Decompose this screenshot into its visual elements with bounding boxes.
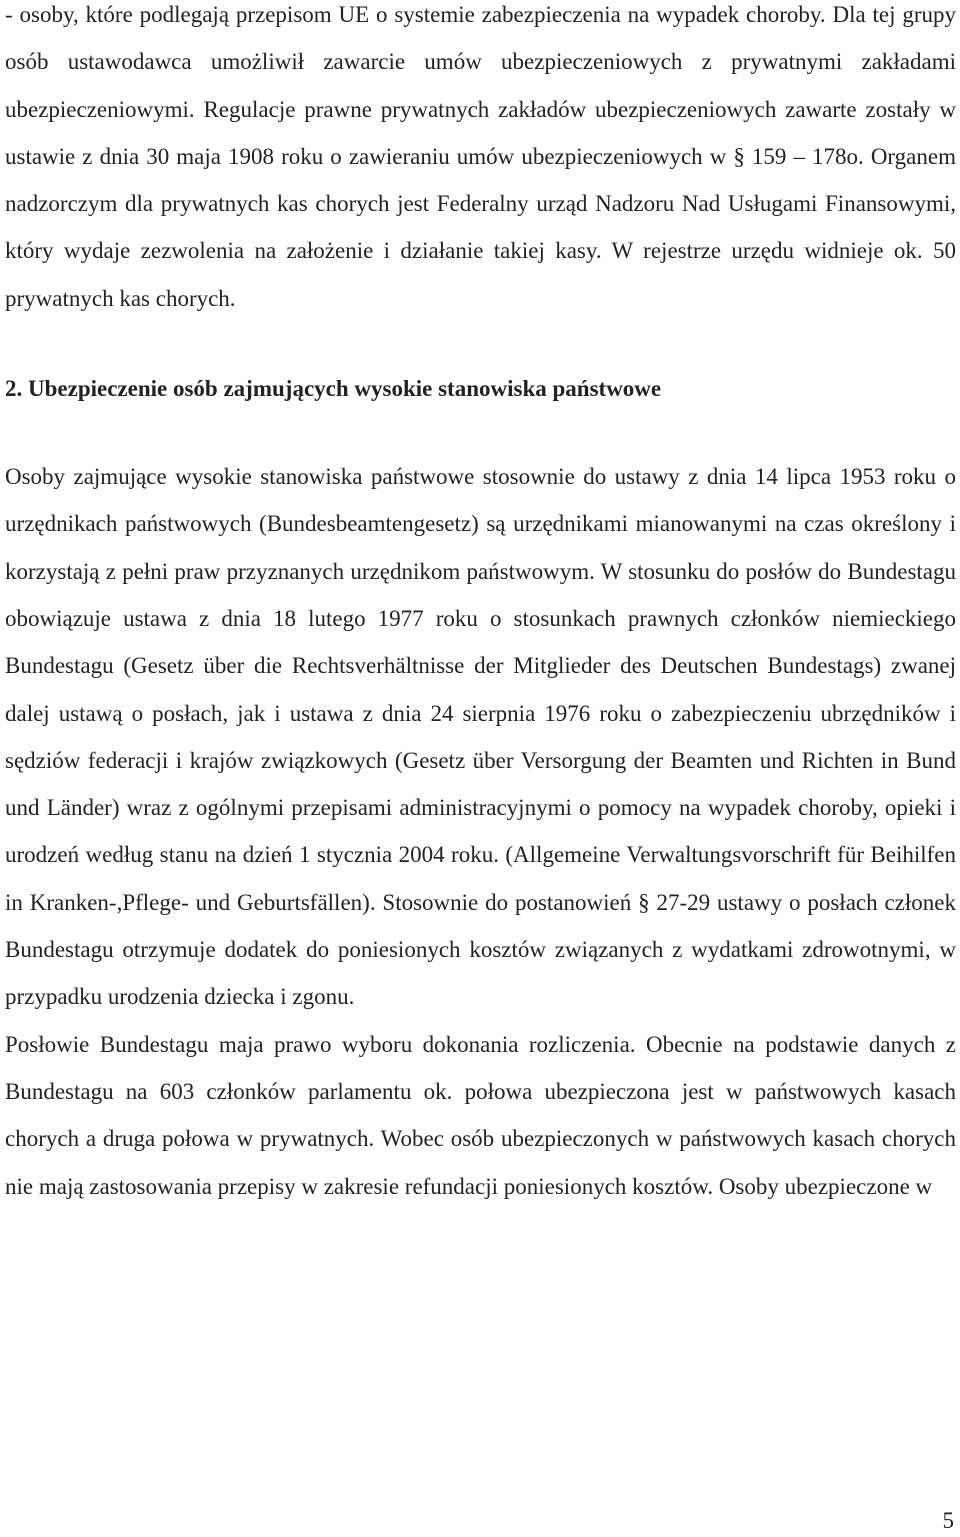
page-number: 5 (942, 1508, 954, 1533)
document-page (5, 0, 956, 1210)
paragraph-private-insurance: - osoby, które podlegają przepisom UE o systemie zabezpieczenia na wypadek choroby. Dla tej grupy osób ustawodawca umożliwił zawarcie umów ubezpieczeniowych z prywatnymi zakładami ubezpieczeniowymi. Regulacje prawne prywatnych zakładów ubezpieczeniowych zawarte zostały w ustawie z dnia 30 maja 1908 roku o zawieraniu umów ubezpieczeniowych w § 159 – 178o. Organem nadzorczym dla prywatnych kas chorych jest Federalny urząd Nadzoru Nad Usługami Finansowymi, który wydaje zezwolenia na założenie i działanie takiej kasy. W rejestrze urzędu widnieje ok. 50 prywatnych kas chorych. (5, 2, 956, 311)
paragraph-bundestag-members: Posłowie Bundestagu maja prawo wyboru dokonania rozliczenia. Obecnie na podstawie danych z Bundestagu na 603 członków parlamentu ok. połowa ubezpieczona jest w państwowych kasach chorych a druga połowa w prywatnych. Wobec osób ubezpieczonych w państwowych kasach chorych nie mają zastosowania przepisy w zakresie refundacji poniesionych kosztów. Osoby ubezpieczone w (5, 1031, 956, 1199)
section-heading: 2. Ubezpieczenie osób zajmujących wysokie stanowiska państwowe (5, 376, 662, 402)
paragraph-state-officials: Osoby zajmujące wysokie stanowiska państwowe stosownie do ustawy z dnia 14 lipca 1953 roku o urzędnikach państwowych (Bundesbeamtengesetz) są urzędnikami mianowanymi na czas określony i korzystają z pełni praw przyznanych urzędnikom państwowym. W stosunku do posłów do Bundestagu obowiązuje ustawa z dnia 18 lutego 1977 roku o stosunkach prawnych członków niemieckiego Bundestagu (Gesetz über die Rechtsverhältnisse der Mitglieder des Deutschen Bundestags) zwanej dalej ustawą o posłach, jak i ustawa z dnia 24 sierpnia 1976 roku o zabezpieczeniu ubrzędników i sędziów federacji i krajów związkowych (Gesetz über Versorgung der Beamten und Richten in Bund und Länder) wraz z ogólnymi przepisami administracyjnymi o pomocy na wypadek choroby, opieki i urodzeń według stanu na dzień 1 stycznia 2004 roku. (Allgemeine Verwaltungsvorschrift für Beihilfen in Kranken-,Pflege- und Geburtsfällen). Stosownie do postanowień § 27-29 ustawy o posłach członek Bundestagu otrzymuje dodatek do poniesionych kosztów związanych z wydatkami zdrowotnymi, w przypadku urodzenia dziecka i zgonu. (5, 464, 956, 1010)
